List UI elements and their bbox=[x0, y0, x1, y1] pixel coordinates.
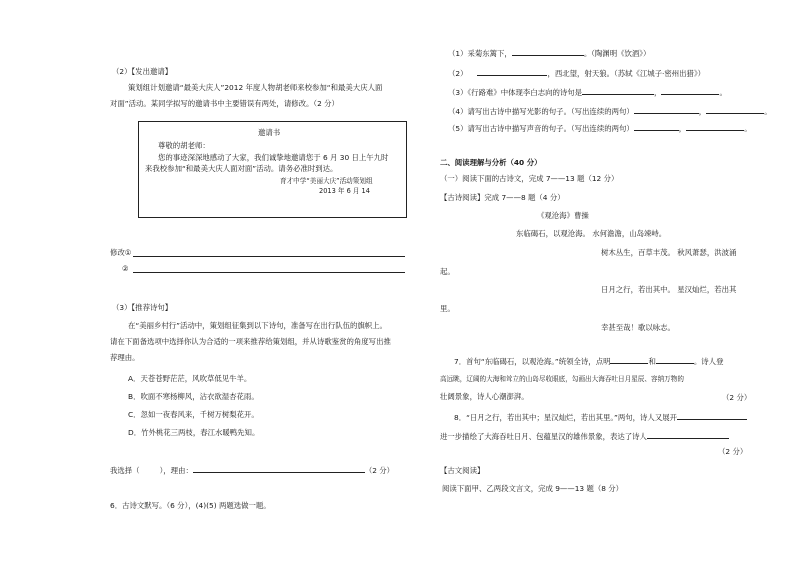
fix-label-2: ② bbox=[122, 264, 129, 273]
q7-blank-1[interactable] bbox=[610, 355, 648, 364]
q3-heading: （3）【推荐诗句】 bbox=[112, 303, 173, 312]
fill-2-text: （2） bbox=[448, 69, 468, 78]
fill-4: （4）请写出古诗中描写光影的句子。（写出连续的两句） ， 。 bbox=[448, 107, 772, 116]
fill-1-blank[interactable] bbox=[512, 47, 584, 56]
q8-blank-1[interactable] bbox=[677, 411, 747, 420]
fill-3-blank-b[interactable] bbox=[661, 86, 719, 95]
q3-option-a: A．天苍苍野茫茫，风吹草低见牛羊。 bbox=[128, 374, 252, 383]
q8-blank-2[interactable] bbox=[647, 430, 729, 439]
poem-line5: 里。 bbox=[440, 304, 455, 313]
fill-2 bbox=[448, 67, 705, 79]
q3-score: （2 分） bbox=[364, 466, 395, 475]
q3-desc-line3: 荐理由。 bbox=[110, 353, 140, 362]
letter-body-line2: 来我校参加“和最美大庆人面对面”活动。请务必准时到达。 bbox=[145, 164, 338, 173]
poetry-heading: 【古诗阅读】完成 7——8 题（4 分） bbox=[440, 193, 565, 202]
q7-text-c: 。诗人登 bbox=[693, 357, 724, 366]
q8-text-b: 进一步描绘了大海吞吐日月、包蕴星汉的雄伟景象，表达了诗人 bbox=[440, 432, 647, 441]
fill-1 bbox=[448, 47, 650, 59]
fill-4-blank-a[interactable] bbox=[634, 105, 699, 114]
classic-desc: 阅读下面甲、乙两段文言文，完成 9——13 题（8 分） bbox=[442, 484, 624, 493]
q8-line1 bbox=[454, 411, 747, 423]
q3-reason-label: ），理由： bbox=[159, 466, 193, 475]
fill-2-source: ，西北望，射天狼。（苏轼《江城子·密州出猎》） bbox=[547, 69, 706, 78]
fill-5: （5）请写出古诗中描写声音的句子。（写出连续的两句） ， 。 bbox=[448, 124, 752, 133]
letter-signature: 育才中学“美丽大庆”活动策划组 bbox=[280, 177, 373, 185]
q3-choice-label: 我选择（ bbox=[110, 466, 140, 475]
q7-blank-2[interactable] bbox=[656, 355, 694, 364]
fill-4-text: （4）请写出古诗中描写光影的句子。（写出连续的两句） bbox=[448, 107, 634, 116]
q3-option-d: D．竹外桃花三两枝，春江水暖鸭先知。 bbox=[128, 428, 260, 437]
q3-desc-line1: 在“美丽乡村行”活动中，策划组征集到以下诗句，准备写在出行队伍的旗帜上。 bbox=[128, 321, 387, 330]
fill-4-end: 。 bbox=[764, 107, 772, 116]
q3-option-c: C．忽如一夜春风来，千树万树梨花开。 bbox=[128, 410, 259, 419]
fix-label-1: 修改① bbox=[110, 248, 132, 257]
classic-heading: 【古文阅读】 bbox=[440, 466, 485, 475]
fill-3-blank-a[interactable] bbox=[582, 86, 654, 95]
q8-score: （2 分） bbox=[718, 447, 748, 456]
fix-answer-line-2[interactable] bbox=[133, 272, 405, 273]
q7-line1 bbox=[454, 355, 723, 367]
q7-line3: 壮阔景象，诗人心潮澎湃。 bbox=[440, 392, 529, 401]
fill-1-source: 。（陶渊明《饮酒》） bbox=[583, 49, 651, 58]
poem-title: 《观沧海》曹操 bbox=[537, 211, 589, 220]
q3-desc-line2: 请在下面备选项中选择你认为合适的一项来推荐给策划组，并从诗歌鉴赏的角度写出推 bbox=[110, 337, 391, 346]
q6-instruction: 6．古诗文默写。（6 分），(4)(5) 两题选做一题。 bbox=[110, 501, 271, 510]
letter-date: 2013 年 6 月 14 bbox=[319, 187, 370, 195]
poem-line1: 东临碣石，以观沧海。 水何澹澹，山岛竦峙。 bbox=[516, 229, 667, 238]
fill-5-text: （5）请写出古诗中描写声音的句子。（写出连续的两句） bbox=[448, 124, 634, 133]
q7-text-b: 和 bbox=[648, 357, 656, 366]
fill-2-blank[interactable] bbox=[477, 67, 547, 76]
q3-reason-blank[interactable] bbox=[193, 464, 365, 473]
fill-5-blank-b[interactable] bbox=[686, 122, 744, 131]
q8-text-a: 8．“日月之行，若出其中；星汉灿烂，若出其里。”两句，诗人又展开 bbox=[454, 413, 677, 422]
poem-line3: 起。 bbox=[440, 267, 455, 276]
fill-4-blank-b[interactable] bbox=[706, 105, 764, 114]
q7-text-a: 7．首句“东临碣石，以观沧海。”统领全诗，点明 bbox=[454, 357, 611, 366]
q8-line2 bbox=[440, 430, 729, 442]
q7-score: （2 分） bbox=[722, 393, 752, 402]
fill-3: （3）《行路难》中体现李白志向的诗句是 ， 。 bbox=[448, 88, 727, 97]
q3-choice-row bbox=[110, 464, 394, 476]
poem-line4: 日月之行，若出其中。 星汉灿烂，若出其 bbox=[601, 285, 737, 294]
section2-heading: 二、阅读理解与分析（40 分） bbox=[440, 158, 542, 167]
poem-line6: 幸甚至哉！歌以咏志。 bbox=[601, 323, 675, 332]
fill-1-text: （1）采菊东篱下， bbox=[448, 49, 512, 58]
fill-5-end: 。 bbox=[744, 124, 752, 133]
q7-line2: 高远眺，辽阔的大海和耸立的山岛尽收眼底，勾画出大海吞吐日月星辰、容纳万物的 bbox=[440, 375, 684, 383]
letter-salutation: 尊敬的胡老师： bbox=[158, 141, 210, 150]
q2-desc-line2: 对面”活动。某同学拟写的邀请书中主要错误有两处，请修改。（2 分） bbox=[110, 99, 339, 108]
q2-desc-line1: 策划组计划邀请“最美大庆人”2012 年度人物胡老师来校参加“和最美大庆人面 bbox=[128, 83, 383, 92]
poem-line2: 树木丛生，百草丰茂。 秋风萧瑟，洪波涌 bbox=[601, 248, 737, 257]
fix-answer-line-1[interactable] bbox=[133, 256, 405, 257]
part1-heading: （一）阅读下面的古诗文，完成 7——13 题（12 分） bbox=[440, 174, 619, 183]
fill-3-end: 。 bbox=[719, 88, 727, 97]
letter-body-line1: 您的事迹深深地感动了大家，我们诚挚地邀请您于 6 月 30 日上午九时 bbox=[158, 153, 389, 162]
q2-heading: （2）【发出邀请】 bbox=[112, 67, 173, 76]
q3-option-b: B．吹面不寒杨柳风，沾衣欲湿杏花雨。 bbox=[128, 392, 259, 401]
fill-5-blank-a[interactable] bbox=[634, 122, 679, 131]
letter-title: 邀请书 bbox=[258, 128, 281, 137]
fill-3-text: （3）《行路难》中体现李白志向的诗句是 bbox=[448, 88, 583, 97]
